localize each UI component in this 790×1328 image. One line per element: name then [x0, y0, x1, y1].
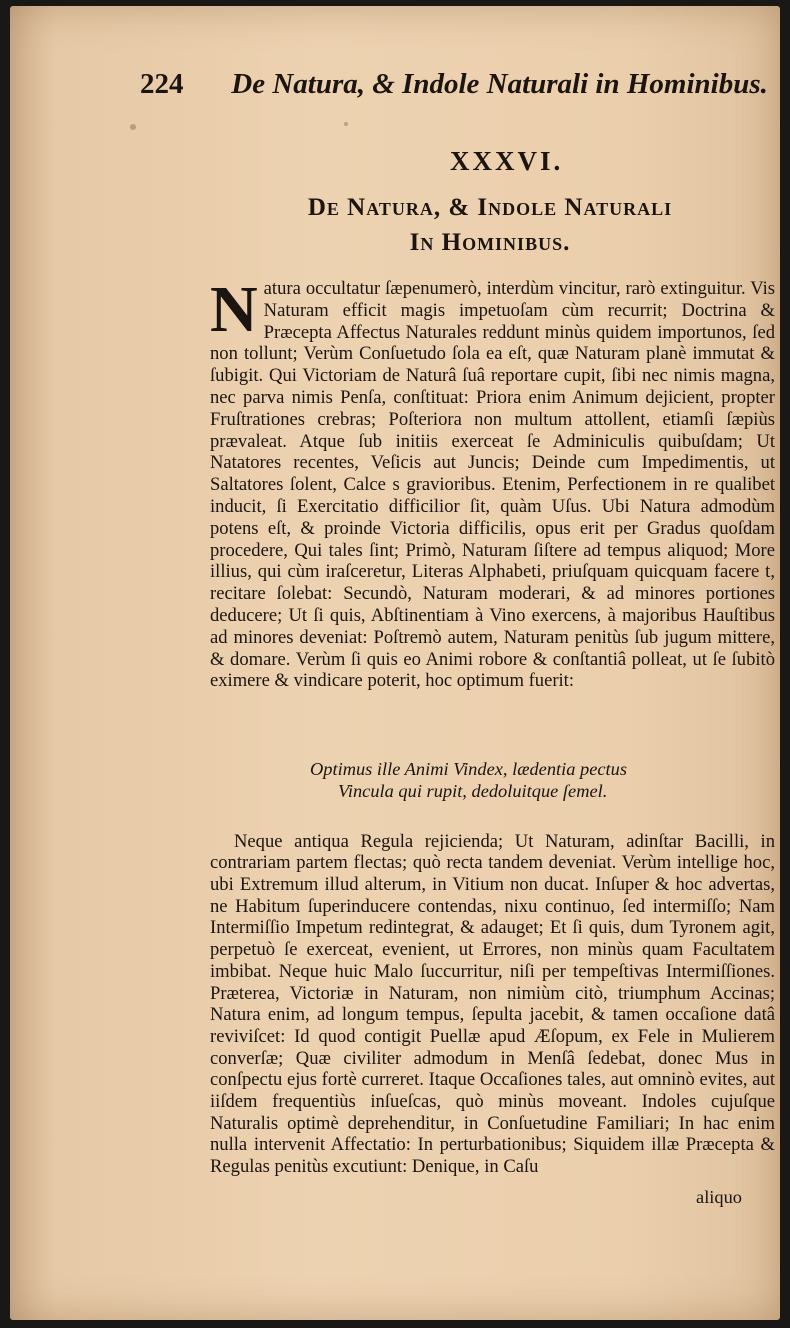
- chapter-title: [220, 190, 760, 260]
- verse-line-2: Vincula qui rupit, dedoluitque ſemel.: [338, 781, 608, 801]
- running-head: [140, 68, 780, 108]
- paper-spot: [344, 122, 348, 126]
- paper-spot: [130, 124, 136, 130]
- page-number: 224: [140, 68, 184, 100]
- paragraph-2-text: Neque antiqua Regula rejicienda; Ut Naturam, adinſtar Bacilli, in contrariam partem flectas; quò recta tandem deveniat. Verùm intellige hoc, ubi Extremum illud alterum, in Vitium non ducat. Inſuper & hoc advertas, ne Habitum ſuperinducere contendas, nixu continuo, ſed intermiſſo; Nam Intermiſſio Impetum redintegrat, & adauget; Et ſi quis, dum Tyronem agit, perpetuò ſe exerceat, evenient, ut Errores, non minùs quam Facultatem imbibat. Neque huic Malo ſuccurritur, niſi per tempeſtivas Intermiſſiones. Præterea, Victoriæ in Naturam, non nimiùm citò, triumphum Accinas; Natura enim, ad longum tempus, ſepulta jacebit, & tamen occaſione datâ reviviſcet: Id quod contigit Puellæ apud Æſopum, ex Fele in Mulierem converſæ; Quæ civiliter admodum in Menſâ ſedebat, donec Mus in conſpectu ejus fortè curreret. Itaque Occaſiones tales, aut omninò evites, aut iiſdem frequentiùs inſueſcas, quò minùs moveant. Indoles cujuſque Naturalis optimè deprehenditur, in Conſuetudine Familiari; In hac enim nulla intervenit Affectatio: In perturbationibus; Siquidem illæ Præcepta & Regulas penitùs excutiunt: Denique, in Caſu: [210, 830, 775, 1178]
- catchword: aliquo: [696, 1187, 742, 1207]
- paragraph-1-text: atura occultatur ſæpenumerò, interdùm vincitur, rarò extinguitur. Vis Naturam efficit magis impetuoſam cùm recurrit; Doctrina & Præcepta Affectus Naturales reddunt minùs quidem importunos, ſed non tollunt; Verùm Conſuetudo ſola ea eſt, quæ Naturam planè immutat & ſubigit. Qui Victoriam de Naturâ ſuâ reportare cupit, ſibi nec nimis magna, nec parva nimis Penſa, conſtituat: Priora enim Animum dejicient, propter Fruſtrationes crebras; Poſteriora non multum attollent, etiamſi ſæpiùs prævaleat. Atque ſub initiis exerceat ſe Adminiculis quibuſdam; Ut Natatores recentes, Veſicis aut Juncis; Deinde cum Impedimentis, ut Saltatores ſolent, Calce s gravioribus. Etenim, Perfectionem in re qualibet inducit, ſi Exercitatio difficilior ſit, quàm Uſus. Ubi Natura admodùm potens eſt, & proinde Victoria difficilis, opus erit per Gradus quoſdam procedere, Qui tales ſint; Primò, Naturam ſiſtere ad tempus aliquod; More illius, qui cùm iraſceretur, Literas Alphabeti, priuſquam quicquam facere t, recitare ſolebat: Secundò, Naturam moderari, & ad minores portiones deducere; Ut ſi quis, Abſtinentiam à Vino exercens, à majoribus Hauſtibus ad minores deveniat: Poſtremò autem, Naturam penitùs ſub jugum mittere, & domare. Verùm ſi quis eo Animi robore & conſtantiâ polleat, ut ſe ſubitò eximere & vindicare poterit, hoc optimum fuerit:: [210, 278, 775, 692]
- body-paragraph-1: [210, 273, 775, 692]
- verse-line-1: Optimus ille Animi Vindex, lædentia pectus: [310, 759, 628, 779]
- book-page: [10, 6, 780, 1320]
- chapter-number: XXXVI.: [450, 146, 564, 176]
- running-head-title: De Natura, & Indole Naturali in Hominibus.: [231, 68, 768, 100]
- body-paragraph-2: [210, 812, 775, 1196]
- paper-spot: [650, 616, 653, 619]
- chapter-title-line1: De Natura, & Indole Naturali: [307, 194, 673, 221]
- verse-quotation: [310, 758, 730, 802]
- chapter-title-line2: In Hominibus.: [409, 229, 571, 256]
- drop-cap: N: [210, 273, 258, 346]
